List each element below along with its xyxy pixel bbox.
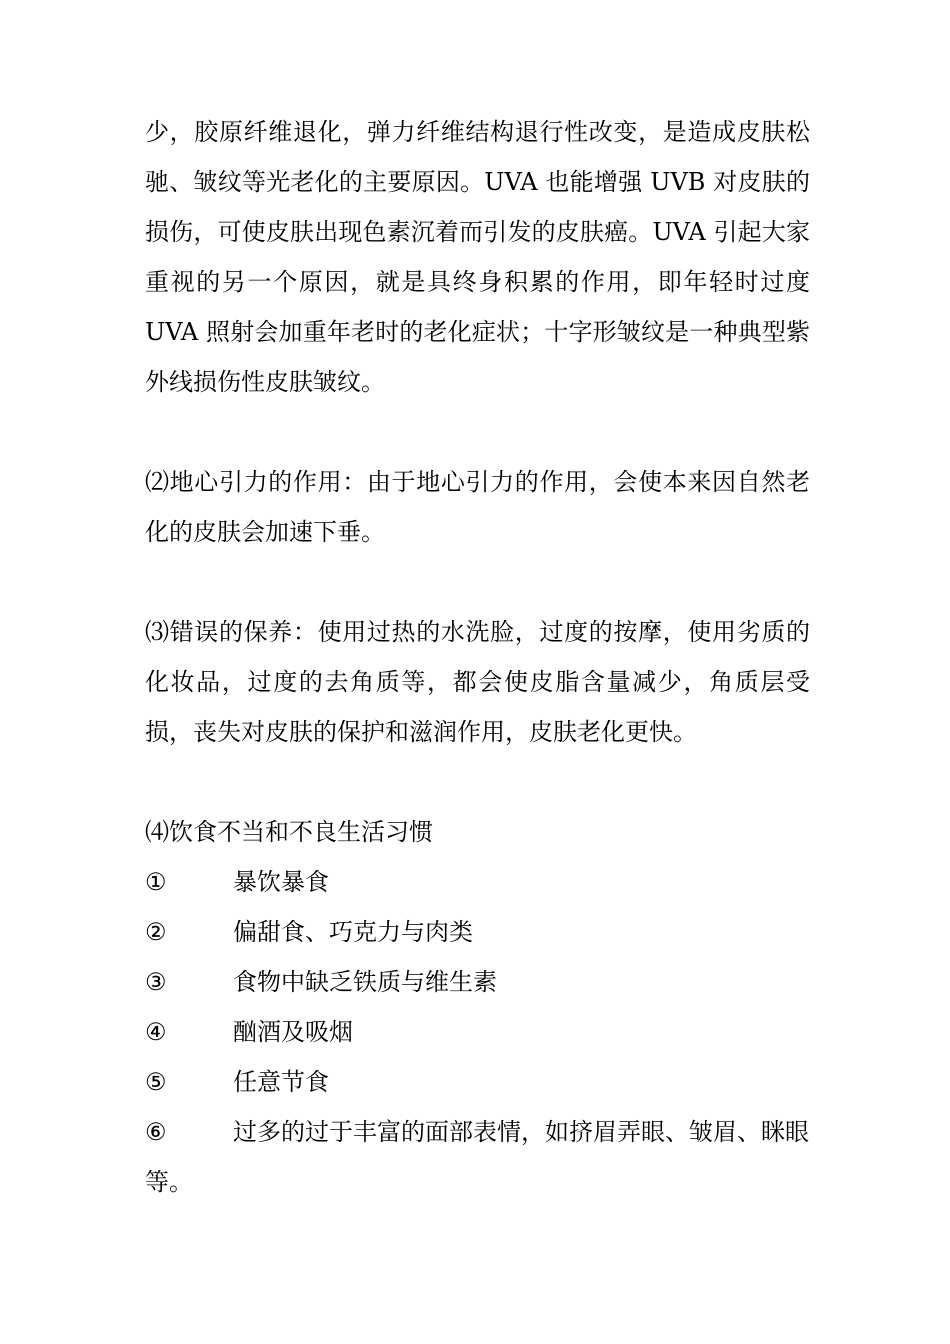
list-marker: ⑤ — [145, 1068, 167, 1096]
list-item-text: 食物中缺乏铁质与维生素 — [233, 968, 497, 996]
paragraph-gravity: ⑵地心引力的作用：由于地心引力的作用，会使本来因自然老化的皮肤会加速下垂。 — [145, 468, 810, 546]
list-item — [145, 957, 810, 1007]
paragraph-uva-effects: 少，胶原纤维退化，弹力纤维结构退行性改变，是造成皮肤松驰、皱纹等光老化的主要原因。UVA 也能增强 UVB 对皮肤的损伤，可使皮肤出现色素沉着而引发的皮肤癌。UVA 引起大家重视的另一个原因，就是具终身积累的作用，即年轻时过度 UVA 照射会加重年老时的老化症状；十字形皱纹是一种典型紫外线损伤性皮肤皱纹。 — [145, 118, 810, 396]
list-marker: ⑥ — [145, 1118, 167, 1146]
list-marker: ③ — [145, 968, 167, 996]
list-marker: ① — [145, 868, 167, 896]
paragraph-wrong-care: ⑶错误的保养：使用过热的水洗脸，过度的按摩，使用劣质的化妆品，过度的去角质等，都会使皮脂含量减少，角质层受损，丧失对皮肤的保护和滋润作用，皮肤老化更快。 — [145, 618, 810, 746]
list-item-text: 任意节食 — [233, 1068, 329, 1096]
list-item-text: 暴饮暴食 — [233, 868, 329, 896]
paragraph-spacer — [145, 757, 810, 807]
list-item-text: 过多的过于丰富的面部表情，如挤眉弄眼、皱眉、眯眼等。 — [145, 1118, 809, 1196]
paragraph-spacer — [145, 557, 810, 607]
list-item-text: 偏甜食、巧克力与肉类 — [233, 918, 473, 946]
list-item-text: 酗酒及吸烟 — [233, 1018, 353, 1046]
list-item — [145, 1107, 810, 1207]
section-heading-diet-habits: ⑷饮食不当和不良生活习惯 — [145, 818, 433, 846]
list-marker: ② — [145, 918, 167, 946]
list-marker: ④ — [145, 1018, 167, 1046]
list-item — [145, 1057, 810, 1107]
document-page — [145, 107, 810, 1207]
list-item — [145, 1007, 810, 1057]
paragraph-spacer — [145, 407, 810, 457]
list-item — [145, 857, 810, 907]
list-item — [145, 907, 810, 957]
